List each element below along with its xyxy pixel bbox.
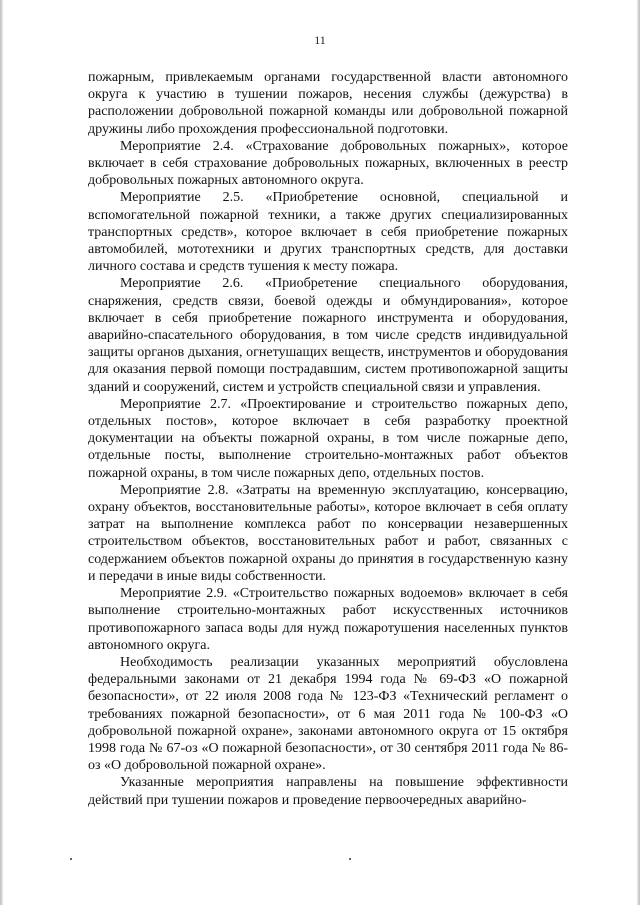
scan-speck <box>349 858 351 860</box>
paragraph-measure-2-4: Мероприятие 2.4. «Страхование добровольных пожарных», которое включает в себя страхование добровольных пожарных, включенных в реестр добровольных пожарных автономного округа. <box>88 138 568 189</box>
scan-speck <box>70 858 72 860</box>
paragraph-measure-2-9: Мероприятие 2.9. «Строительство пожарных водоемов» включает в себя выполнение строительно-монтажных работ искусственных источников противопожарного запаса воды для нужд пожаротушения населенных пунктов автономного округа. <box>88 586 568 653</box>
paragraph-measure-2-6: Мероприятие 2.6. «Приобретение специального оборудования, снаряжения, средств связи, боевой одежды и обмундирования», которое включает в себя приобретение пожарного инструмента и оборудования, аварийно-спасательного оборудования, в том числе средств индивидуальной защиты органов дыхания, огнетушащих веществ, инструментов и оборудования для оказания первой помощи пострадавшим, систем противопожарной защиты зданий и сооружений, систем и устройств специальной связи и управления. <box>88 276 568 395</box>
page-number: 11 <box>314 33 326 47</box>
paragraph-measure-2-8: Мероприятие 2.8. «Затраты на временную эксплуатацию, консервацию, охрану объектов, восстановительные работы», которое включает в себя оплату затрат на выполнение комплекса работ по консервации незавершенных строительством объектов, восстановительных работ и работ, связанных с содержанием объектов пожарной охраны до принятия в государственную казну и передачи в иные виды собственности. <box>88 482 568 584</box>
paragraph-purpose: Указанные мероприятия направлены на повышение эффективности действий при тушении пожаров и проведение первоочередных аварийно- <box>88 775 568 808</box>
document-text <box>88 69 568 809</box>
scan-edge-left <box>0 0 3 905</box>
paragraph-continuation: пожарным, привлекаемым органами государственной власти автономного округа к участию в тушении пожаров, несения службы (дежурства) в расположении добровольной пожарной команды или добровольной пожарной дружины либо прохождения профессиональной подготовки. <box>88 70 568 137</box>
paragraph-measure-2-7: Мероприятие 2.7. «Проектирование и строительство пожарных депо, отдельных постов», которое включает в себя разработку проектной документации на объекты пожарной охраны, в том числе пожарные депо, отдельные посты, выполнение строительно-монтажных работ объектов пожарной охраны, в том числе пожарных депо, отдельных постов. <box>88 396 568 481</box>
paragraph-measure-2-5: Мероприятие 2.5. «Приобретение основной, специальной и вспомогательной пожарной техники, а также других специализированных транспортных средств», которое включает в себя приобретение пожарных автомобилей, мототехники и других транспортных средств, для доставки личного состава и средств тушения к месту пожара. <box>88 190 568 275</box>
paragraph-legal-basis: Необходимость реализации указанных мероприятий обусловлена федеральными законами от 21 декабря 1994 года № 69-ФЗ «О пожарной безопасности», от 22 июля 2008 года № 123-ФЗ «Технический регламент о требованиях пожарной безопасности», от 6 мая 2011 года № 100-ФЗ «О добровольной пожарной охране», законами автономного округа от 15 октября 1998 года № 67-оз «О пожарной безопасности», от 30 сентября 2011 года № 86-оз «О добровольной пожарной охране». <box>88 654 568 774</box>
